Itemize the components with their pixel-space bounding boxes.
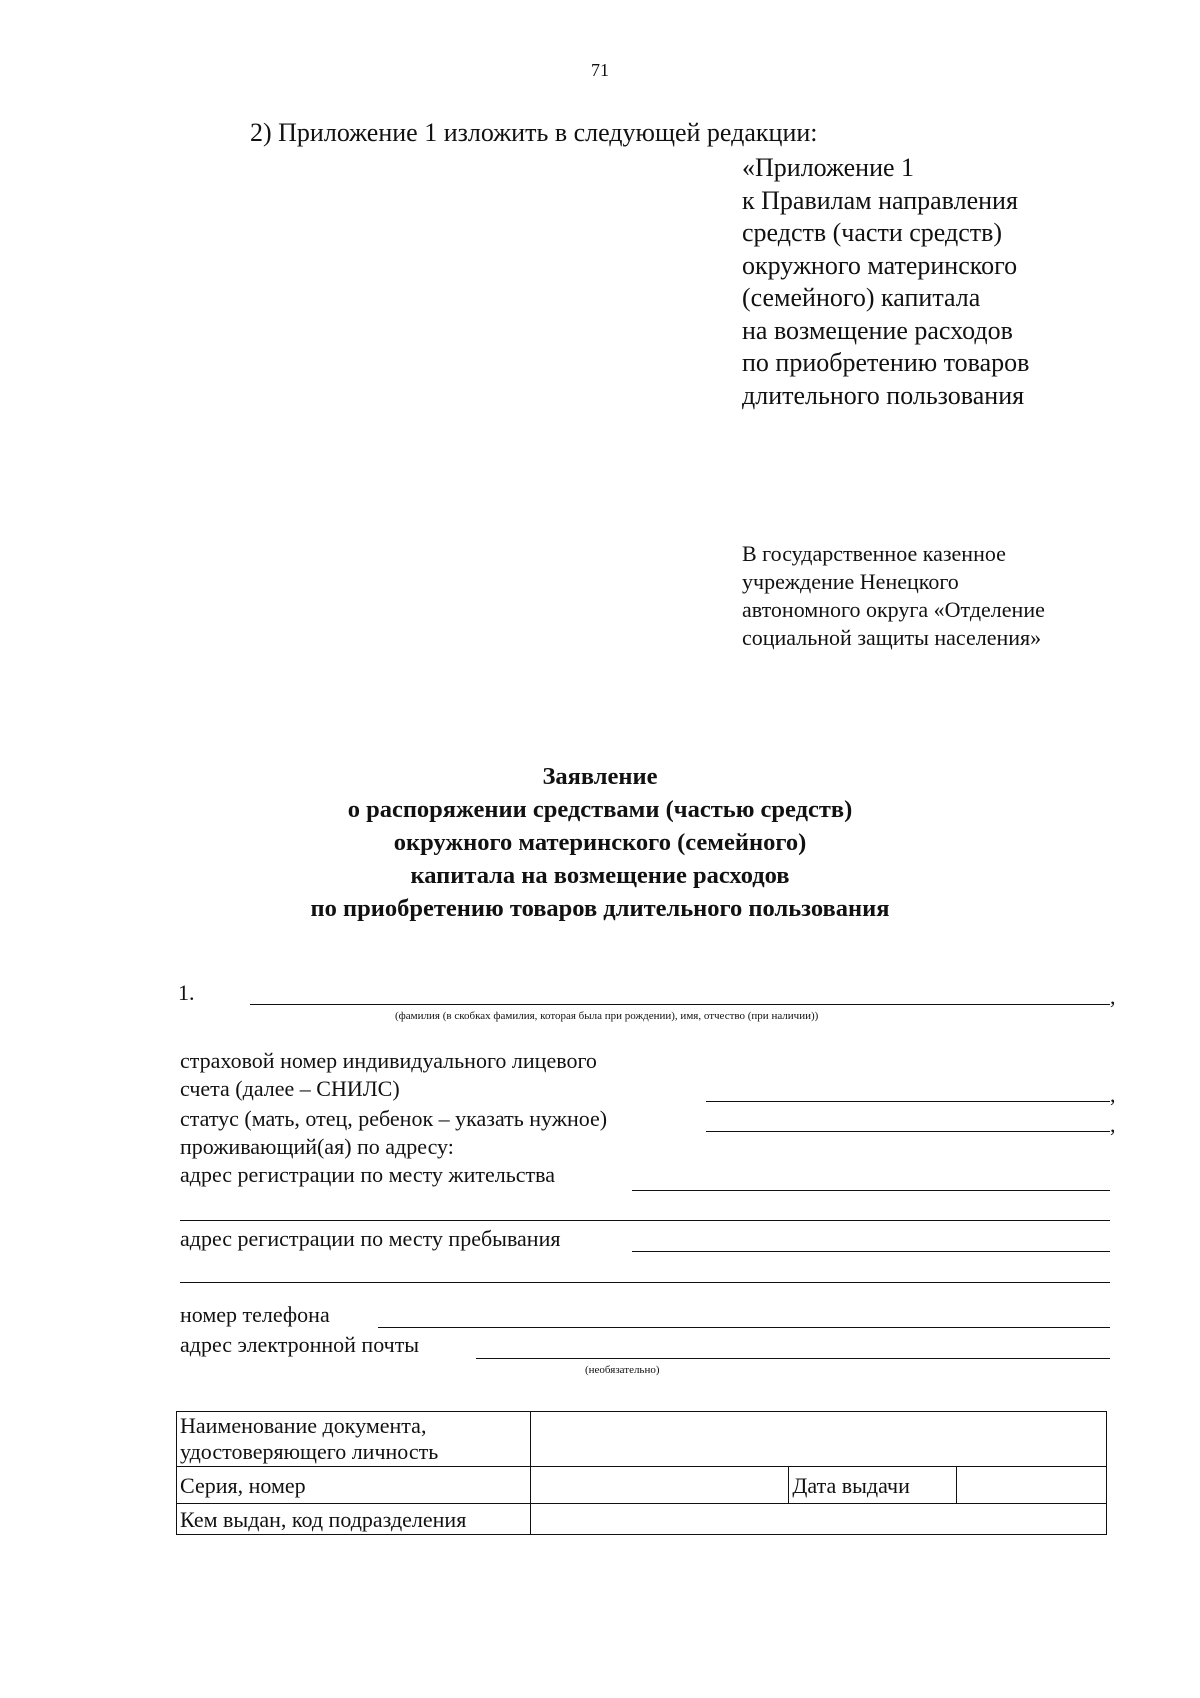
reg-residence-field-line[interactable] <box>632 1190 1110 1191</box>
appendix-line: на возмещение расходов <box>742 315 1013 345</box>
doc-name-label-line2: удостоверяющего личность <box>180 1439 439 1464</box>
reg-residence-label: адрес регистрации по месту жительства <box>180 1162 556 1187</box>
title-line: о распоряжении средствами (частью средств) <box>347 796 853 823</box>
page-number: 71 <box>591 60 609 80</box>
snils-label-line1: страховой номер индивидуального лицевого <box>180 1048 597 1073</box>
recipient-line: социальной защиты населения» <box>742 625 1042 650</box>
doc-name-value-cell[interactable] <box>530 1412 1106 1467</box>
recipient-line: учреждение Ненецкого <box>742 569 959 594</box>
doc-name-label-cell <box>177 1412 531 1467</box>
recipient-line: В государственное казенное <box>742 541 1006 566</box>
email-field-line[interactable] <box>476 1358 1110 1359</box>
status-label: статус (мать, отец, ребенок – указать нужное) <box>180 1106 608 1131</box>
comma: , <box>1110 984 1116 1009</box>
email-field-hint: (необязательно) <box>585 1364 660 1376</box>
phone-field-line[interactable] <box>378 1327 1110 1328</box>
comma: , <box>1110 1112 1116 1137</box>
appendix-line: средств (части средств) <box>742 218 1003 247</box>
appendix-line: длительного пользования <box>742 380 1025 410</box>
status-field-line[interactable] <box>706 1131 1110 1132</box>
item-number: 1. <box>178 980 195 1005</box>
table-row <box>177 1412 1107 1467</box>
doc-name-label-line1: Наименование документа, <box>180 1413 427 1438</box>
issue-date-label: Дата выдачи <box>789 1467 957 1504</box>
intro-text: 2) Приложение 1 изложить в следующей редакции: <box>250 118 818 147</box>
residing-label: проживающий(ая) по адресу: <box>180 1134 454 1159</box>
email-label: адрес электронной почты <box>180 1332 420 1357</box>
appendix-line: по приобретению товаров <box>742 348 1030 377</box>
title-line: Заявление <box>542 763 658 790</box>
appendix-line: окружного материнского <box>742 250 1018 280</box>
phone-label: номер телефона <box>180 1302 330 1327</box>
appendix-line: «Приложение 1 <box>742 153 915 182</box>
document-title <box>0 760 1200 925</box>
snils-label-line2: счета (далее – СНИЛС) <box>180 1076 400 1101</box>
identity-document-table <box>176 1411 1107 1535</box>
name-field-line[interactable] <box>250 1004 1110 1005</box>
snils-field-line[interactable] <box>706 1101 1110 1102</box>
recipient-block <box>742 540 1045 652</box>
table-row <box>177 1504 1107 1535</box>
appendix-heading <box>742 152 1029 412</box>
issued-by-value-cell[interactable] <box>530 1504 1106 1535</box>
reg-residence-field-line-2[interactable] <box>180 1220 1110 1221</box>
title-line: по приобретению товаров длительного пользования <box>310 895 890 922</box>
title-line: окружного материнского (семейного) <box>393 829 807 856</box>
issued-by-label: Кем выдан, код подразделения <box>177 1504 531 1535</box>
appendix-line: (семейного) капитала <box>742 283 981 312</box>
appendix-line: к Правилам направления <box>742 185 1018 215</box>
reg-stay-label: адрес регистрации по месту пребывания <box>180 1226 561 1251</box>
reg-stay-field-line[interactable] <box>632 1251 1110 1252</box>
comma: , <box>1110 1082 1116 1107</box>
reg-stay-field-line-2[interactable] <box>180 1282 1110 1283</box>
name-field-hint: (фамилия (в скобках фамилия, которая была при рождении), имя, отчество (при наличии)) <box>395 1010 819 1022</box>
table-row <box>177 1467 1107 1504</box>
issue-date-value-cell[interactable] <box>957 1467 1107 1504</box>
recipient-line: автономного округа «Отделение <box>742 597 1045 622</box>
title-line: капитала на возмещение расходов <box>410 862 790 889</box>
series-number-label: Серия, номер <box>177 1467 531 1504</box>
series-number-value-cell[interactable] <box>530 1467 789 1504</box>
